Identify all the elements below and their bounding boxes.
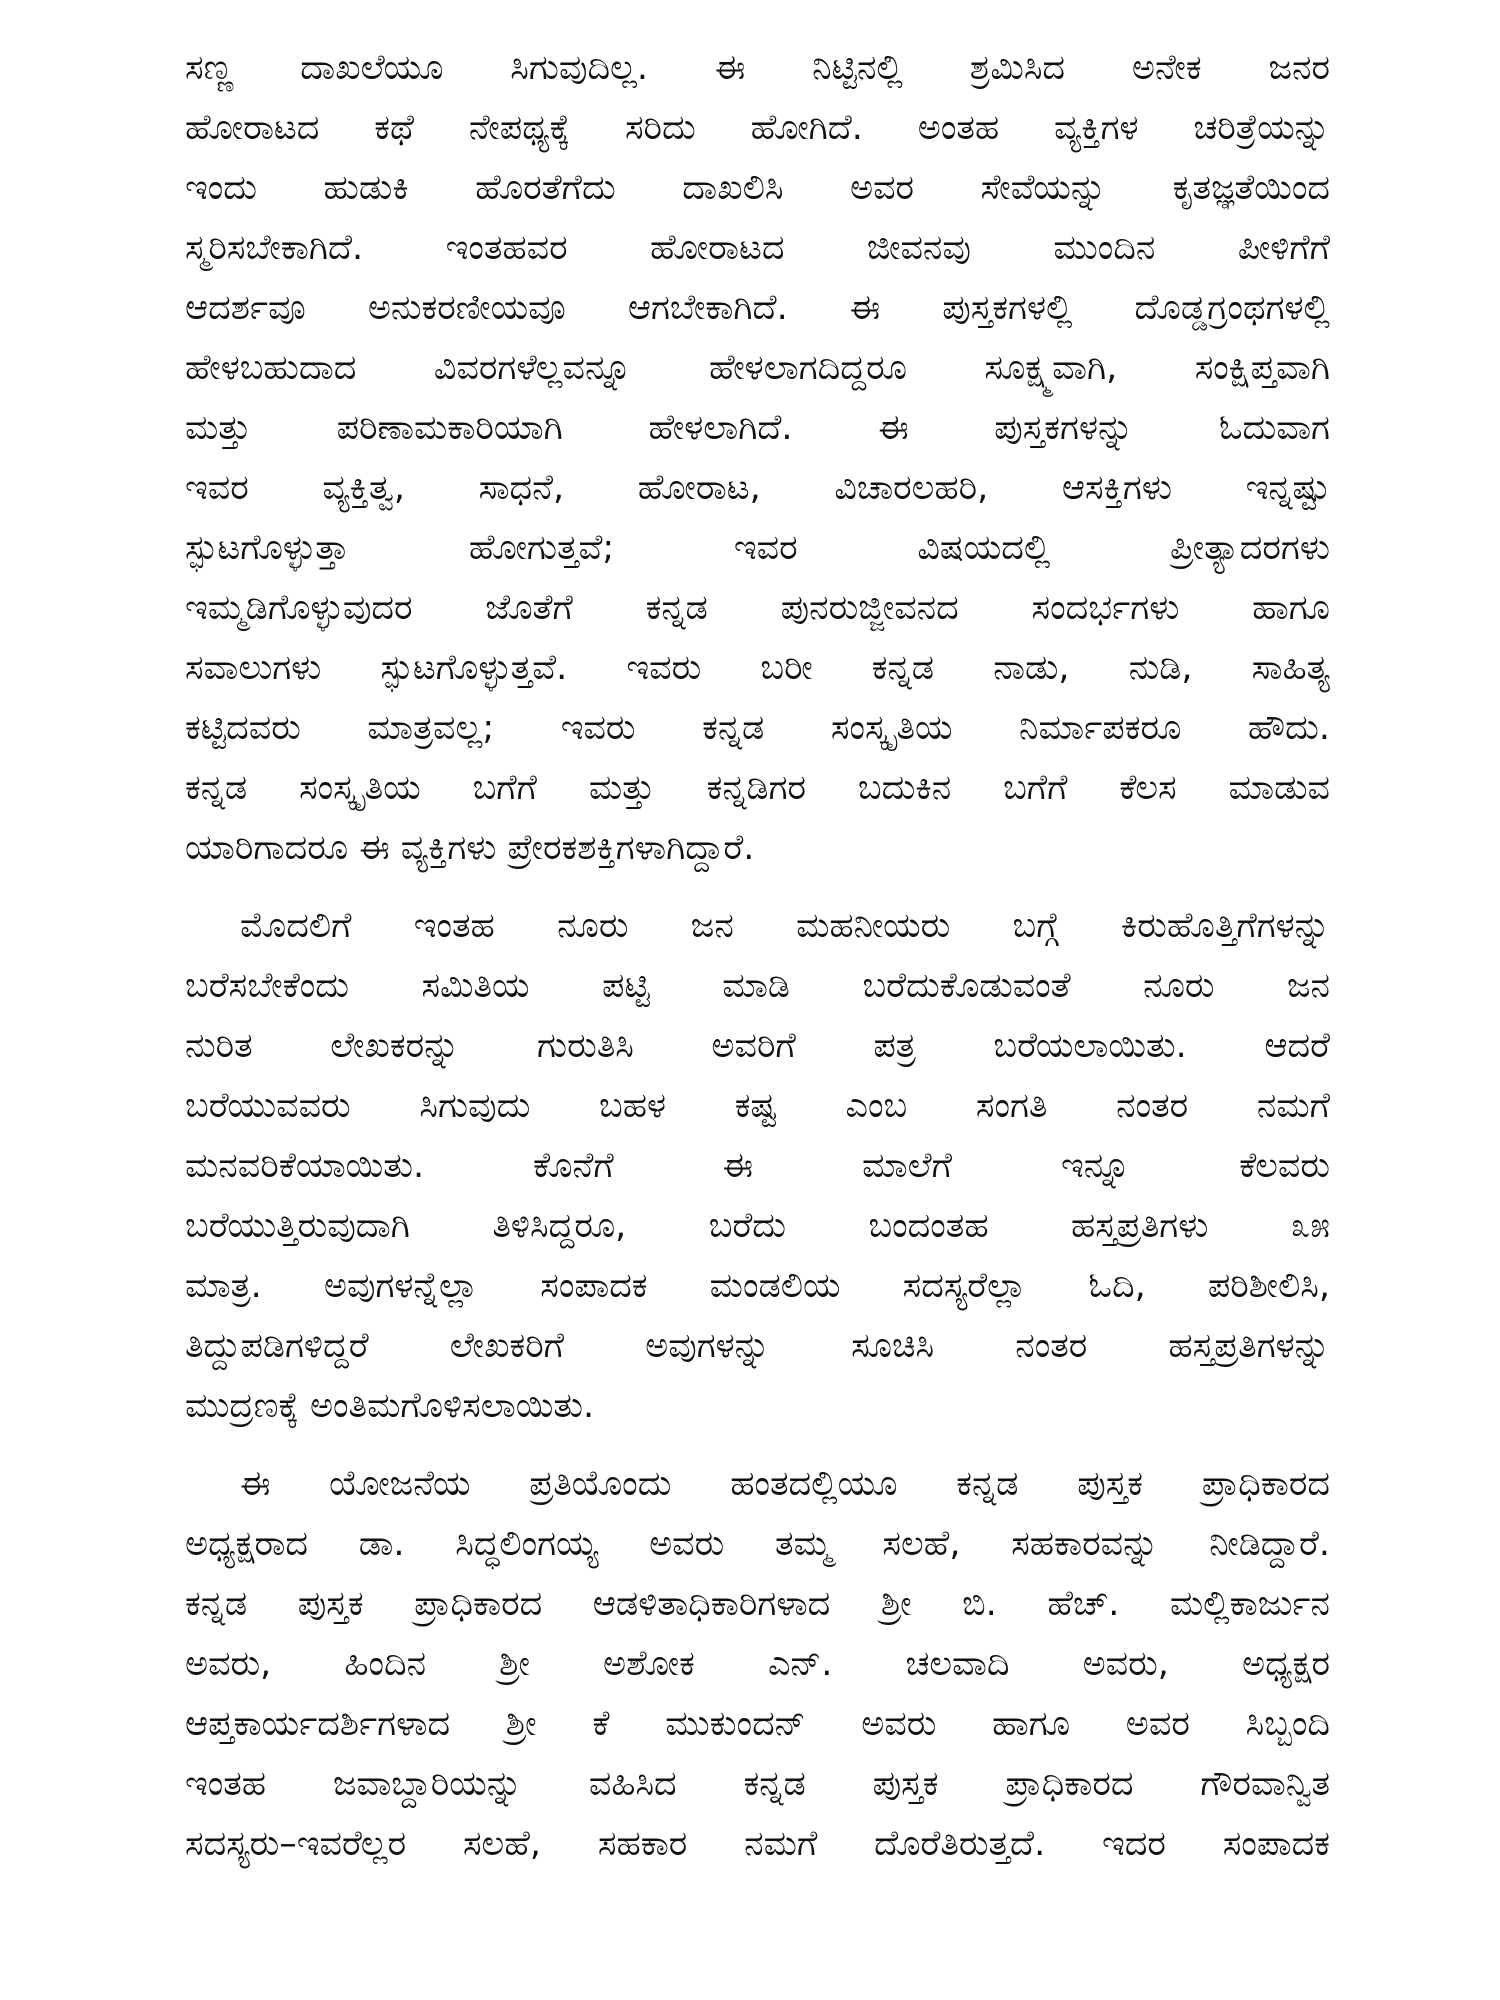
text-line: ಈ ಯೋಜನೆಯ ಪ್ರತಿಯೊಂದು ಹಂತದಲ್ಲಿಯೂ ಕನ್ನಡ ಪುಸ್ತಕ ಪ್ರಾಧಿಕಾರದ <box>240 1464 1330 1504</box>
text-line: ಮೊದಲಿಗೆ ಇಂತಹ ನೂರು ಜನ ಮಹನೀಯರು ಬಗ್ಗೆ ಕಿರುಹೊತ್ತಿಗೆಗಳನ್ನು <box>240 906 1330 946</box>
paragraph-1 <box>185 38 1330 878</box>
text-line: ಮತ್ತು ಪರಿಣಾಮಕಾರಿಯಾಗಿ ಹೇಳಲಾಗಿದೆ. ಈ ಪುಸ್ತಕಗಳನ್ನು ಓದುವಾಗ <box>185 408 1330 448</box>
text-line: ಆಪ್ತಕಾರ್ಯದರ್ಶಿಗಳಾದ ಶ್ರೀ ಕೆ ಮುಕುಂದನ್ ಅವರು ಹಾಗೂ ಅವರ ಸಿಬ್ಬಂದಿ <box>185 1704 1330 1744</box>
text-line: ಇಂದು ಹುಡುಕಿ ಹೊರತೆಗೆದು ದಾಖಲಿಸಿ ಅವರ ಸೇವೆಯನ್ನು ಕೃತಜ್ಞತೆಯಿಂದ <box>185 168 1330 208</box>
text-line: ನುರಿತ ಲೇಖಕರನ್ನು ಗುರುತಿಸಿ ಅವರಿಗೆ ಪತ್ರ ಬರೆಯಲಾಯಿತು. ಆದರೆ <box>185 1026 1330 1066</box>
text-line: ಯಾರಿಗಾದರೂ ಈ ವ್ಯಕ್ತಿಗಳು ಪ್ರೇರಕಶಕ್ತಿಗಳಾಗಿದ್ದಾರೆ. <box>185 828 755 868</box>
text-line: ಸದಸ್ಯರು–ಇವರೆಲ್ಲರ ಸಲಹೆ, ಸಹಕಾರ ನಮಗೆ ದೊರೆತಿರುತ್ತದೆ. ಇದರ ಸಂಪಾದಕ <box>185 1824 1330 1864</box>
text-line: ಸಣ್ಣ ದಾಖಲೆಯೂ ಸಿಗುವುದಿಲ್ಲ. ಈ ನಿಟ್ಟಿನಲ್ಲಿ ಶ್ರಮಿಸಿದ ಅನೇಕ ಜನರ <box>185 48 1330 88</box>
text-line: ಅವರು, ಹಿಂದಿನ ಶ್ರೀ ಅಶೋಕ ಎನ್. ಚಲವಾದಿ ಅವರು, ಅಧ್ಯಕ್ಷರ <box>185 1644 1330 1684</box>
text-line: ಇವರ ವ್ಯಕ್ತಿತ್ವ, ಸಾಧನೆ, ಹೋರಾಟ, ವಿಚಾರಲಹರಿ, ಆಸಕ್ತಿಗಳು ಇನ್ನಷ್ಟು <box>185 468 1330 508</box>
text-line: ಸ್ಮರಿಸಬೇಕಾಗಿದೆ. ಇಂತಹವರ ಹೋರಾಟದ ಜೀವನವು ಮುಂದಿನ ಪೀಳಿಗೆಗೆ <box>185 228 1330 268</box>
text-line: ಆದರ್ಶವೂ ಅನುಕರಣೀಯವೂ ಆಗಬೇಕಾಗಿದೆ. ಈ ಪುಸ್ತಕಗಳಲ್ಲಿ ದೊಡ್ಡಗ್ರಂಥಗಳಲ್ಲಿ <box>185 288 1330 328</box>
paragraph-spacer <box>185 1436 1330 1454</box>
paragraph-3 <box>185 1454 1330 1874</box>
text-line: ಕಟ್ಟಿದವರು ಮಾತ್ರವಲ್ಲ; ಇವರು ಕನ್ನಡ ಸಂಸ್ಕೃತಿಯ ನಿರ್ಮಾಪಕರೂ ಹೌದು. <box>185 708 1330 748</box>
text-line: ತಿದ್ದುಪಡಿಗಳಿದ್ದರೆ ಲೇಖಕರಿಗೆ ಅವುಗಳನ್ನು ಸೂಚಿಸಿ ನಂತರ ಹಸ್ತಪ್ರತಿಗಳನ್ನು <box>185 1326 1330 1366</box>
body-text <box>185 38 1330 1874</box>
text-line: ಮುದ್ರಣಕ್ಕೆ ಅಂತಿಮಗೊಳಿಸಲಾಯಿತು. <box>185 1386 595 1426</box>
text-line: ಸ್ಫುಟಗೊಳ್ಳುತ್ತಾ ಹೋಗುತ್ತವೆ; ಇವರ ವಿಷಯದಲ್ಲಿ ಪ್ರೀತ್ಯಾದರಗಳು <box>185 528 1330 568</box>
text-line: ಹೋರಾಟದ ಕಥೆ ನೇಪಥ್ಯಕ್ಕೆ ಸರಿದು ಹೋಗಿದೆ. ಅಂತಹ ವ್ಯಕ್ತಿಗಳ ಚರಿತ್ರೆಯನ್ನು <box>185 108 1330 148</box>
paragraph-2 <box>185 896 1330 1436</box>
text-line: ಬರೆಯುತ್ತಿರುವುದಾಗಿ ತಿಳಿಸಿದ್ದರೂ, ಬರೆದು ಬಂದಂತಹ ಹಸ್ತಪ್ರತಿಗಳು ೩೫ <box>185 1206 1330 1246</box>
text-line: ಕನ್ನಡ ಸಂಸ್ಕೃತಿಯ ಬಗೆಗೆ ಮತ್ತು ಕನ್ನಡಿಗರ ಬದುಕಿನ ಬಗೆಗೆ ಕೆಲಸ ಮಾಡುವ <box>185 768 1330 808</box>
paragraph-spacer <box>185 878 1330 896</box>
text-line: ಇಮ್ಮಡಿಗೊಳ್ಳುವುದರ ಜೊತೆಗೆ ಕನ್ನಡ ಪುನರುಜ್ಜೀವನದ ಸಂದರ್ಭಗಳು ಹಾಗೂ <box>185 588 1330 628</box>
text-line: ಮನವರಿಕೆಯಾಯಿತು. ಕೊನೆಗೆ ಈ ಮಾಲೆಗೆ ಇನ್ನೂ ಕೆಲವರು <box>185 1146 1330 1186</box>
text-line: ಹೇಳಬಹುದಾದ ವಿವರಗಳೆಲ್ಲವನ್ನೂ ಹೇಳಲಾಗದಿದ್ದರೂ ಸೂಕ್ಷ್ಮವಾಗಿ, ಸಂಕ್ಷಿಪ್ತವಾಗಿ <box>185 348 1330 388</box>
text-line: ಅಧ್ಯಕ್ಷರಾದ ಡಾ. ಸಿದ್ಧಲಿಂಗಯ್ಯ ಅವರು ತಮ್ಮ ಸಲಹೆ, ಸಹಕಾರವನ್ನು ನೀಡಿದ್ದಾರೆ. <box>185 1524 1330 1564</box>
text-line: ಇಂತಹ ಜವಾಬ್ದಾರಿಯನ್ನು ವಹಿಸಿದ ಕನ್ನಡ ಪುಸ್ತಕ ಪ್ರಾಧಿಕಾರದ ಗೌರವಾನ್ವಿತ <box>185 1764 1330 1804</box>
text-line: ಬರೆಯುವವರು ಸಿಗುವುದು ಬಹಳ ಕಷ್ಟ ಎಂಬ ಸಂಗತಿ ನಂತರ ನಮಗೆ <box>185 1086 1330 1126</box>
text-line: ಸವಾಲುಗಳು ಸ್ಫುಟಗೊಳ್ಳುತ್ತವೆ. ಇವರು ಬರೀ ಕನ್ನಡ ನಾಡು, ನುಡಿ, ಸಾಹಿತ್ಯ <box>185 648 1330 688</box>
text-line: ಕನ್ನಡ ಪುಸ್ತಕ ಪ್ರಾಧಿಕಾರದ ಆಡಳಿತಾಧಿಕಾರಿಗಳಾದ ಶ್ರೀ ಬಿ. ಹೆಚ್. ಮಲ್ಲಿಕಾರ್ಜುನ <box>185 1584 1330 1624</box>
text-line: ಬರೆಸಬೇಕೆಂದು ಸಮಿತಿಯ ಪಟ್ಟಿ ಮಾಡಿ ಬರೆದುಕೊಡುವಂತೆ ನೂರು ಜನ <box>185 966 1330 1006</box>
text-line: ಮಾತ್ರ. ಅವುಗಳನ್ನೆಲ್ಲಾ ಸಂಪಾದಕ ಮಂಡಲಿಯ ಸದಸ್ಯರೆಲ್ಲಾ ಓದಿ, ಪರಿಶೀಲಿಸಿ, <box>185 1266 1330 1306</box>
